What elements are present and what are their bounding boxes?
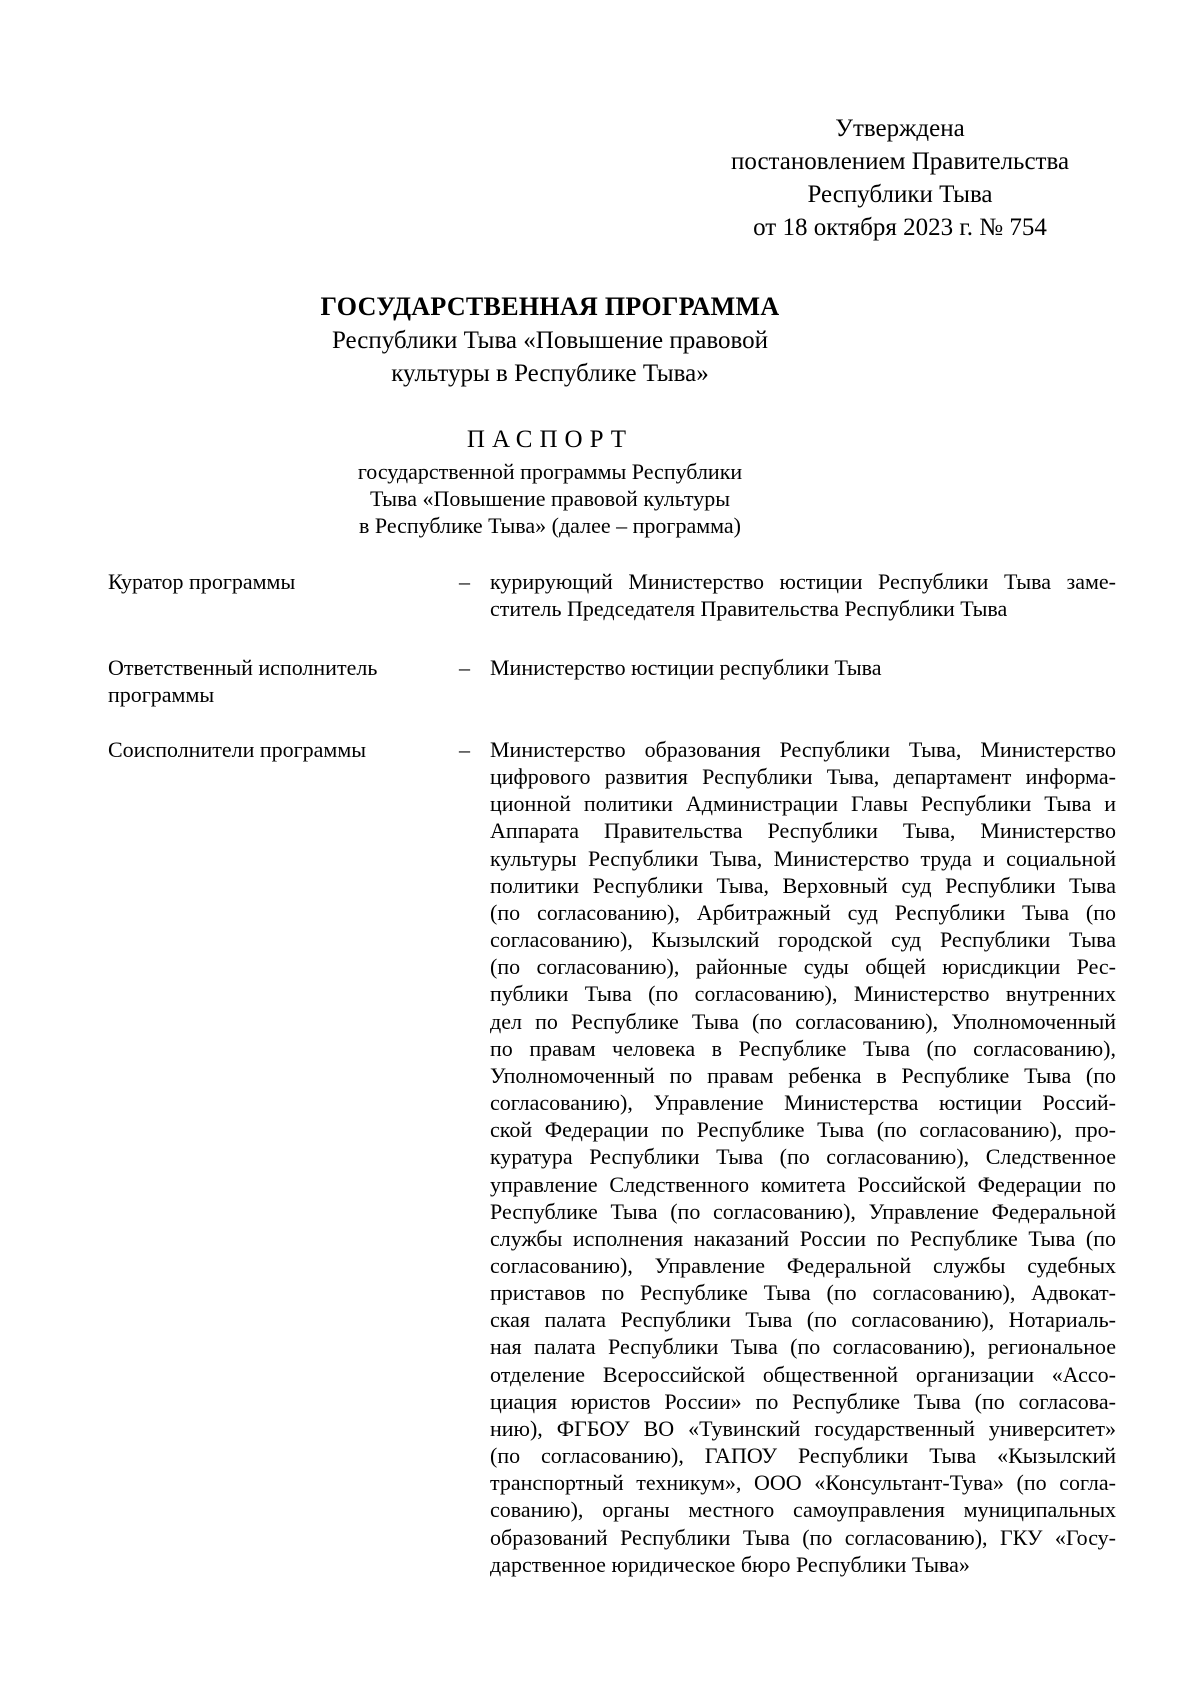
passport-header	[300, 422, 800, 539]
row-value	[490, 568, 1116, 622]
row-value-line: дарственное юридическое бюро Республики Тыва»	[490, 1551, 970, 1577]
row-value-line: Уполномоченный по правам ребенка в Республике Тыва (по	[490, 1062, 1116, 1088]
row-value	[490, 654, 1116, 681]
row-label-line: Ответственный исполнитель	[108, 655, 378, 680]
row-value-line: (по согласованию), ГАПОУ Республики Тыва «Кызылский	[490, 1443, 1116, 1469]
approval-block	[700, 112, 1100, 244]
passport-title: ПАСПОРТ	[466, 426, 634, 453]
row-label	[108, 654, 438, 708]
row-value-line: (по согласованию), Арбитражный суд Республики Тыва (по	[490, 899, 1116, 925]
row-dash: –	[459, 655, 470, 680]
row-value-line: образований Республики Тыва (по согласованию), ГКУ «Госу-	[490, 1524, 1116, 1550]
document-subtitle-line: Республики Тыва «Повышение правовой	[331, 327, 769, 354]
row-value-line: Министерство образования Республики Тыва, Министерство	[490, 737, 1116, 762]
approval-line: постановлением Правительства	[730, 148, 1070, 175]
row-value-line: культуры Республики Тыва, Министерство труда и социальной	[490, 845, 1116, 871]
document-header	[160, 290, 940, 390]
row-value-line: нию), ФГБОУ ВО «Тувинский государственный университет»	[490, 1415, 1116, 1441]
row-value	[490, 736, 1116, 1578]
row-value-line: Министерство юстиции республики Тыва	[490, 655, 882, 680]
row-value-line: приставов по Республике Тыва (по согласованию), Адвокат-	[490, 1280, 1116, 1306]
approval-date-line: от 18 октября 2023 г. № 754	[753, 214, 1047, 241]
row-label-line: Соисполнители программы	[108, 737, 367, 762]
document-subtitle-line: культуры в Республике Тыва»	[391, 360, 709, 387]
approval-line: Утверждена	[835, 115, 965, 142]
row-value-line: по правам человека в Республике Тыва (по согласованию),	[490, 1035, 1116, 1061]
approval-line: Республики Тыва	[807, 181, 993, 208]
row-value-line: (по согласованию), районные суды общей юрисдикции Рес-	[490, 954, 1116, 980]
row-value-line: ционной политики Администрации Главы Республики Тыва и	[490, 791, 1116, 817]
row-value-line: сованию), органы местного самоуправления муниципальных	[490, 1497, 1116, 1523]
row-dash: –	[459, 737, 470, 762]
row-label	[108, 568, 438, 595]
row-value-line: службы исполнения наказаний России по Республике Тыва (по	[490, 1225, 1116, 1251]
row-value-line: дел по Республике Тыва (по согласованию), Уполномоченный	[490, 1008, 1116, 1034]
row-dash: –	[459, 569, 470, 594]
passport-subtitle-line: Тыва «Повышение правовой культуры	[369, 486, 731, 511]
row-value-line: курирующий Министерство юстиции Республики Тыва заме-	[490, 569, 1116, 594]
row-label-line: программы	[108, 682, 215, 707]
row-value-line: Республике Тыва (по согласованию), Управление Федеральной	[490, 1198, 1116, 1224]
row-label-line: Куратор программы	[108, 569, 296, 594]
row-value-line: ститель Председателя Правительства Республики Тыва	[490, 596, 1008, 622]
row-value-line: ской Федерации по Республике Тыва (по согласованию), про-	[490, 1117, 1116, 1143]
row-value-line: куратура Республики Тыва (по согласованию), Следственное	[490, 1144, 1116, 1170]
row-value-line: управление Следственного комитета Российской Федерации по	[490, 1171, 1116, 1197]
row-value-line: ная палата Республики Тыва (по согласованию), региональное	[490, 1334, 1116, 1360]
row-value-line: политики Республики Тыва, Верховный суд Республики Тыва	[490, 872, 1116, 898]
passport-subtitle-line: в Республике Тыва» (далее – программа)	[358, 513, 741, 538]
row-value-line: цифрового развития Республики Тыва, департамент информа-	[490, 764, 1116, 790]
row-value-line: согласованию), Кызылский городской суд Республики Тыва	[490, 927, 1116, 953]
row-value-line: ская палата Республики Тыва (по согласованию), Нотариаль-	[490, 1307, 1116, 1333]
row-value-line: циация юристов России» по Республике Тыва (по согласова-	[490, 1388, 1116, 1414]
row-value-line: согласованию), Управление Министерства юстиции Россий-	[490, 1090, 1116, 1116]
row-label	[108, 736, 438, 763]
document-title: ГОСУДАРСТВЕННАЯ ПРОГРАММА	[320, 292, 780, 321]
row-value-line: транспортный техникум», ООО «Консультант-Тува» (по согла-	[490, 1470, 1116, 1496]
row-value-line: Аппарата Правительства Республики Тыва, Министерство	[490, 818, 1116, 844]
passport-subtitle-line: государственной программы Республики	[357, 459, 743, 484]
row-value-line: публики Тыва (по согласованию), Министерство внутренних	[490, 981, 1116, 1007]
row-value-line: согласованию), Управление Федеральной службы судебных	[490, 1252, 1116, 1278]
row-value-line: отделение Всероссийской общественной организации «Ассо-	[490, 1361, 1116, 1387]
